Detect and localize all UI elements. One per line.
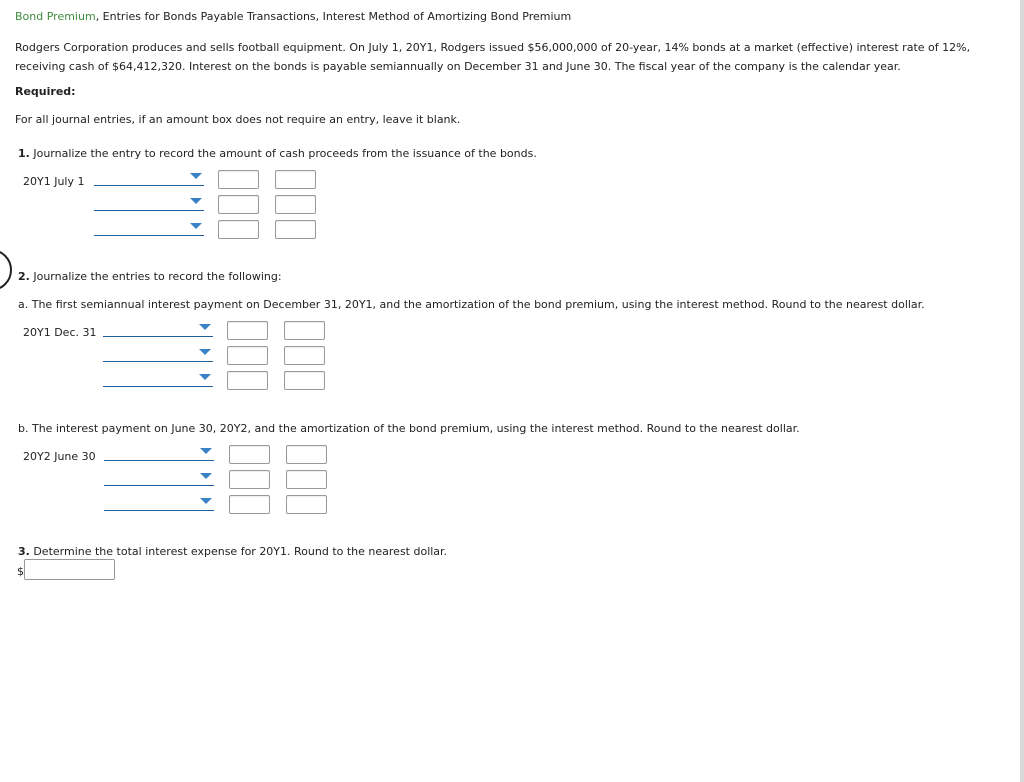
progress-marker — [0, 249, 12, 291]
question-3 — [18, 545, 447, 558]
q1-debit-input-3[interactable] — [218, 220, 259, 239]
chevron-down-icon — [190, 173, 202, 179]
q2b-account-select-2[interactable] — [104, 471, 214, 486]
q1-account-select-1[interactable] — [94, 171, 204, 186]
question-2a-text: a. The first semiannual interest payment on December 31, 20Y1, and the amortization of the bond premium, using the interest method. Round to the nearest dollar. — [18, 298, 925, 311]
question-2b-text: b. The interest payment on June 30, 20Y2, and the amortization of the bond premium, using the interest method. Round to the nearest dollar. — [18, 422, 800, 435]
question-2-number: 2. — [18, 270, 30, 283]
chevron-down-icon — [200, 448, 212, 454]
q2a-credit-input-3[interactable] — [284, 371, 325, 390]
q2b-credit-input-2[interactable] — [286, 470, 327, 489]
page-title — [15, 10, 571, 23]
q2b-credit-input-3[interactable] — [286, 495, 327, 514]
q1-account-select-3[interactable] — [94, 221, 204, 236]
q2b-credit-input-1[interactable] — [286, 445, 327, 464]
q1-account-select-2[interactable] — [94, 196, 204, 211]
q2b-entry-date: 20Y2 June 30 — [23, 450, 96, 463]
problem-intro: Rodgers Corporation produces and sells football equipment. On July 1, 20Y1, Rodgers issued $56,000,000 of 20-year, 14% bonds at a market (effective) interest rate of 12%, receiving cash of $64,412,320. Interest on the bonds is payable semiannually on December 31 and June 30. The fiscal year of the company is the calendar year. — [15, 41, 971, 73]
q2a-debit-input-1[interactable] — [227, 321, 268, 340]
q1-debit-input-1[interactable] — [218, 170, 259, 189]
topic-link[interactable]: Bond Premium — [15, 10, 96, 23]
q2a-debit-input-3[interactable] — [227, 371, 268, 390]
q2a-credit-input-2[interactable] — [284, 346, 325, 365]
currency-symbol: $ — [17, 565, 24, 578]
q1-credit-input-2[interactable] — [275, 195, 316, 214]
title-rest: , Entries for Bonds Payable Transactions, Interest Method of Amortizing Bond Premium — [95, 10, 572, 23]
q2a-credit-input-1[interactable] — [284, 321, 325, 340]
question-1-text: Journalize the entry to record the amount of cash proceeds from the issuance of the bonds. — [29, 147, 537, 160]
chevron-down-icon — [199, 349, 211, 355]
question-2-text: Journalize the entries to record the following: — [29, 270, 282, 283]
q1-entry-date: 20Y1 July 1 — [23, 175, 85, 188]
chevron-down-icon — [199, 374, 211, 380]
q2a-account-select-3[interactable] — [103, 372, 213, 387]
required-heading: Required: — [15, 85, 76, 98]
q2b-debit-input-3[interactable] — [229, 495, 270, 514]
q2a-account-select-2[interactable] — [103, 347, 213, 362]
q1-credit-input-1[interactable] — [275, 170, 316, 189]
q2b-account-select-1[interactable] — [104, 446, 214, 461]
chevron-down-icon — [200, 498, 212, 504]
q1-debit-input-2[interactable] — [218, 195, 259, 214]
q2a-account-select-1[interactable] — [103, 322, 213, 337]
question-1 — [18, 147, 537, 160]
total-interest-expense-input[interactable] — [24, 559, 115, 580]
chevron-down-icon — [190, 223, 202, 229]
q2a-entry-date: 20Y1 Dec. 31 — [23, 326, 97, 339]
chevron-down-icon — [199, 324, 211, 330]
q2b-debit-input-2[interactable] — [229, 470, 270, 489]
q2a-debit-input-2[interactable] — [227, 346, 268, 365]
question-3-text: Determine the total interest expense for 20Y1. Round to the nearest dollar. — [29, 545, 448, 558]
q1-credit-input-3[interactable] — [275, 220, 316, 239]
q2b-debit-input-1[interactable] — [229, 445, 270, 464]
instructions-note: For all journal entries, if an amount box does not require an entry, leave it blank. — [15, 113, 461, 126]
question-2 — [18, 270, 282, 283]
scrollbar[interactable] — [1020, 0, 1024, 782]
question-1-number: 1. — [18, 147, 30, 160]
chevron-down-icon — [200, 473, 212, 479]
question-3-number: 3. — [18, 545, 30, 558]
q2b-account-select-3[interactable] — [104, 496, 214, 511]
chevron-down-icon — [190, 198, 202, 204]
